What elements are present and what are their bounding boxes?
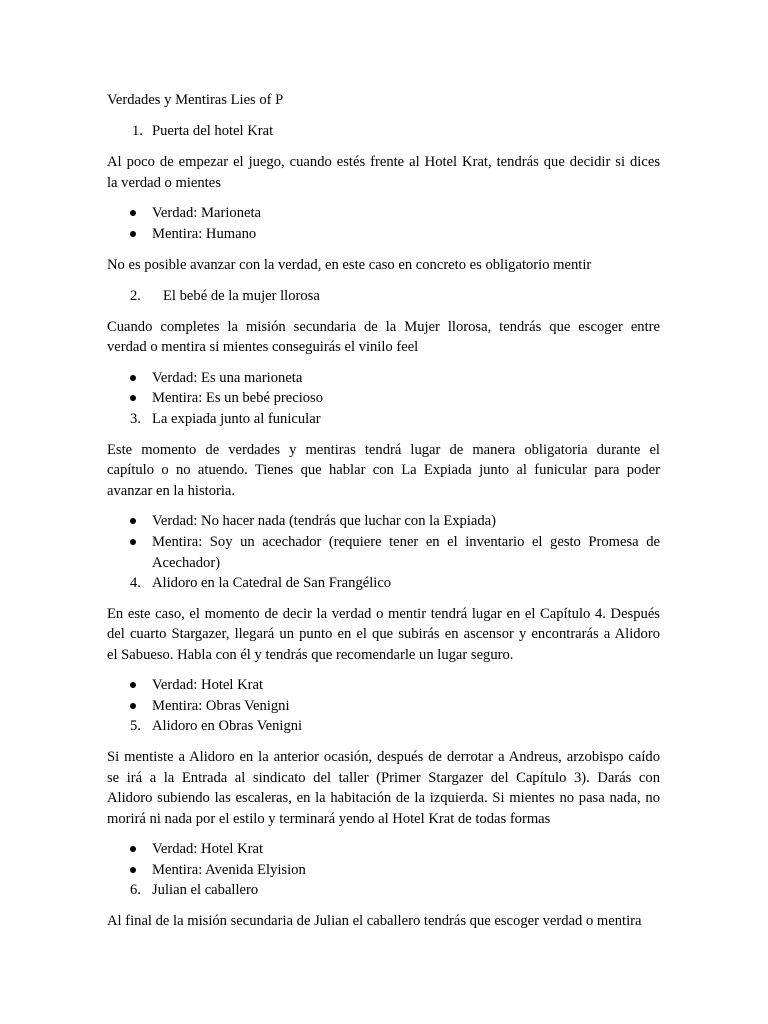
paragraph-4-line-3: avanzar en la historia. xyxy=(107,483,236,499)
section-6-title: Julian el caballero xyxy=(152,882,259,898)
list-item: Verdad: No hacer nada (tendrás que luchar con la Expiada) xyxy=(152,513,497,529)
list-item: Mentira: Es un bebé precioso xyxy=(152,390,324,406)
list-item: Mentira: Avenida Elyision xyxy=(152,862,306,878)
bullet-icon xyxy=(130,703,136,709)
section-5-title: Alidoro en Obras Venigni xyxy=(152,718,303,734)
paragraph-5-line-1: En este caso, el momento de decir la verdad o mentir tendrá lugar en el Capítulo 4. Después xyxy=(107,606,660,622)
paragraph-7: Al final de la misión secundaria de Julian el caballero tendrás que escoger verdad o mentira xyxy=(107,913,642,929)
paragraph-6-line-1: Si mentiste a Alidoro en la anterior ocasión, después de derrotar a Andreus, arzobispo caído xyxy=(107,749,660,765)
paragraph-6-line-4: morirá ni nada por el estilo y terminará yendo al Hotel Krat de todas formas xyxy=(107,811,551,827)
paragraph-1-line-2: la verdad o mientes xyxy=(107,175,221,191)
bullet-icon xyxy=(130,867,136,873)
section-4-title: Alidoro en la Catedral de San Frangélico xyxy=(152,575,392,591)
document-title: Verdades y Mentiras Lies of P xyxy=(107,92,284,108)
bullet-icon xyxy=(130,846,136,852)
bullet-icon xyxy=(130,231,136,237)
bullet-icon xyxy=(130,395,136,401)
section-4-number: 4. xyxy=(130,575,141,591)
list-item: Mentira: Soy un acechador (requiere tener en el inventario el gesto Promesa de xyxy=(152,534,660,550)
paragraph-5-line-2: del cuarto Stargazer, llegará un punto en el que subirás en ascensor y encontrarás a Alidoro xyxy=(107,626,660,642)
paragraph-6-line-3: Alidoro subiendo las escaleras, en la habitación de la izquierda. Si mientes no pasa nada, no xyxy=(107,790,660,806)
section-6-number: 6. xyxy=(130,882,141,898)
section-1-title: Puerta del hotel Krat xyxy=(152,123,274,139)
paragraph-2: No es posible avanzar con la verdad, en este caso en concreto es obligatorio mentir xyxy=(107,257,592,273)
list-item: Verdad: Es una marioneta xyxy=(152,370,303,386)
bullet-icon xyxy=(130,375,136,381)
paragraph-4-line-1: Este momento de verdades y mentiras tendrá lugar de manera obligatoria durante el xyxy=(107,442,660,458)
section-5-number: 5. xyxy=(130,718,141,734)
list-item: Mentira: Humano xyxy=(152,226,257,242)
bullet-icon xyxy=(130,518,136,524)
list-item: Verdad: Hotel Krat xyxy=(152,677,264,693)
section-3-title: La expiada junto al funicular xyxy=(152,411,321,427)
bullet-icon xyxy=(130,539,136,545)
bullet-icon xyxy=(130,210,136,216)
section-2-title: El bebé de la mujer llorosa xyxy=(163,288,320,304)
paragraph-1-line-1: Al poco de empezar el juego, cuando estés frente al Hotel Krat, tendrás que decidir si dices xyxy=(107,154,660,170)
paragraph-6-line-2: se irá a la Entrada al sindicato del taller (Primer Stargazer del Capítulo 3). Darás con xyxy=(107,770,660,786)
list-item: Verdad: Hotel Krat xyxy=(152,841,264,857)
section-2-number: 2. xyxy=(130,288,141,304)
paragraph-4-line-2: capítulo o no atuendo. Tienes que hablar con La Expiada junto al funicular para poder xyxy=(107,462,660,478)
bullet-icon xyxy=(130,682,136,688)
list-item: Mentira: Obras Venigni xyxy=(152,698,290,714)
paragraph-3-line-2: verdad o mentira si mientes conseguirás el vinilo feel xyxy=(107,339,419,355)
section-1-number: 1. xyxy=(132,123,143,139)
list-item: Verdad: Marioneta xyxy=(152,205,262,221)
section-3-number: 3. xyxy=(130,411,141,427)
paragraph-3-line-1: Cuando completes la misión secundaria de la Mujer llorosa, tendrás que escoger entre xyxy=(107,319,660,335)
paragraph-5-line-3: el Sabueso. Habla con él y tendrás que recomendarle un lugar seguro. xyxy=(107,647,514,663)
list-item-continuation: Acechador) xyxy=(152,555,221,571)
